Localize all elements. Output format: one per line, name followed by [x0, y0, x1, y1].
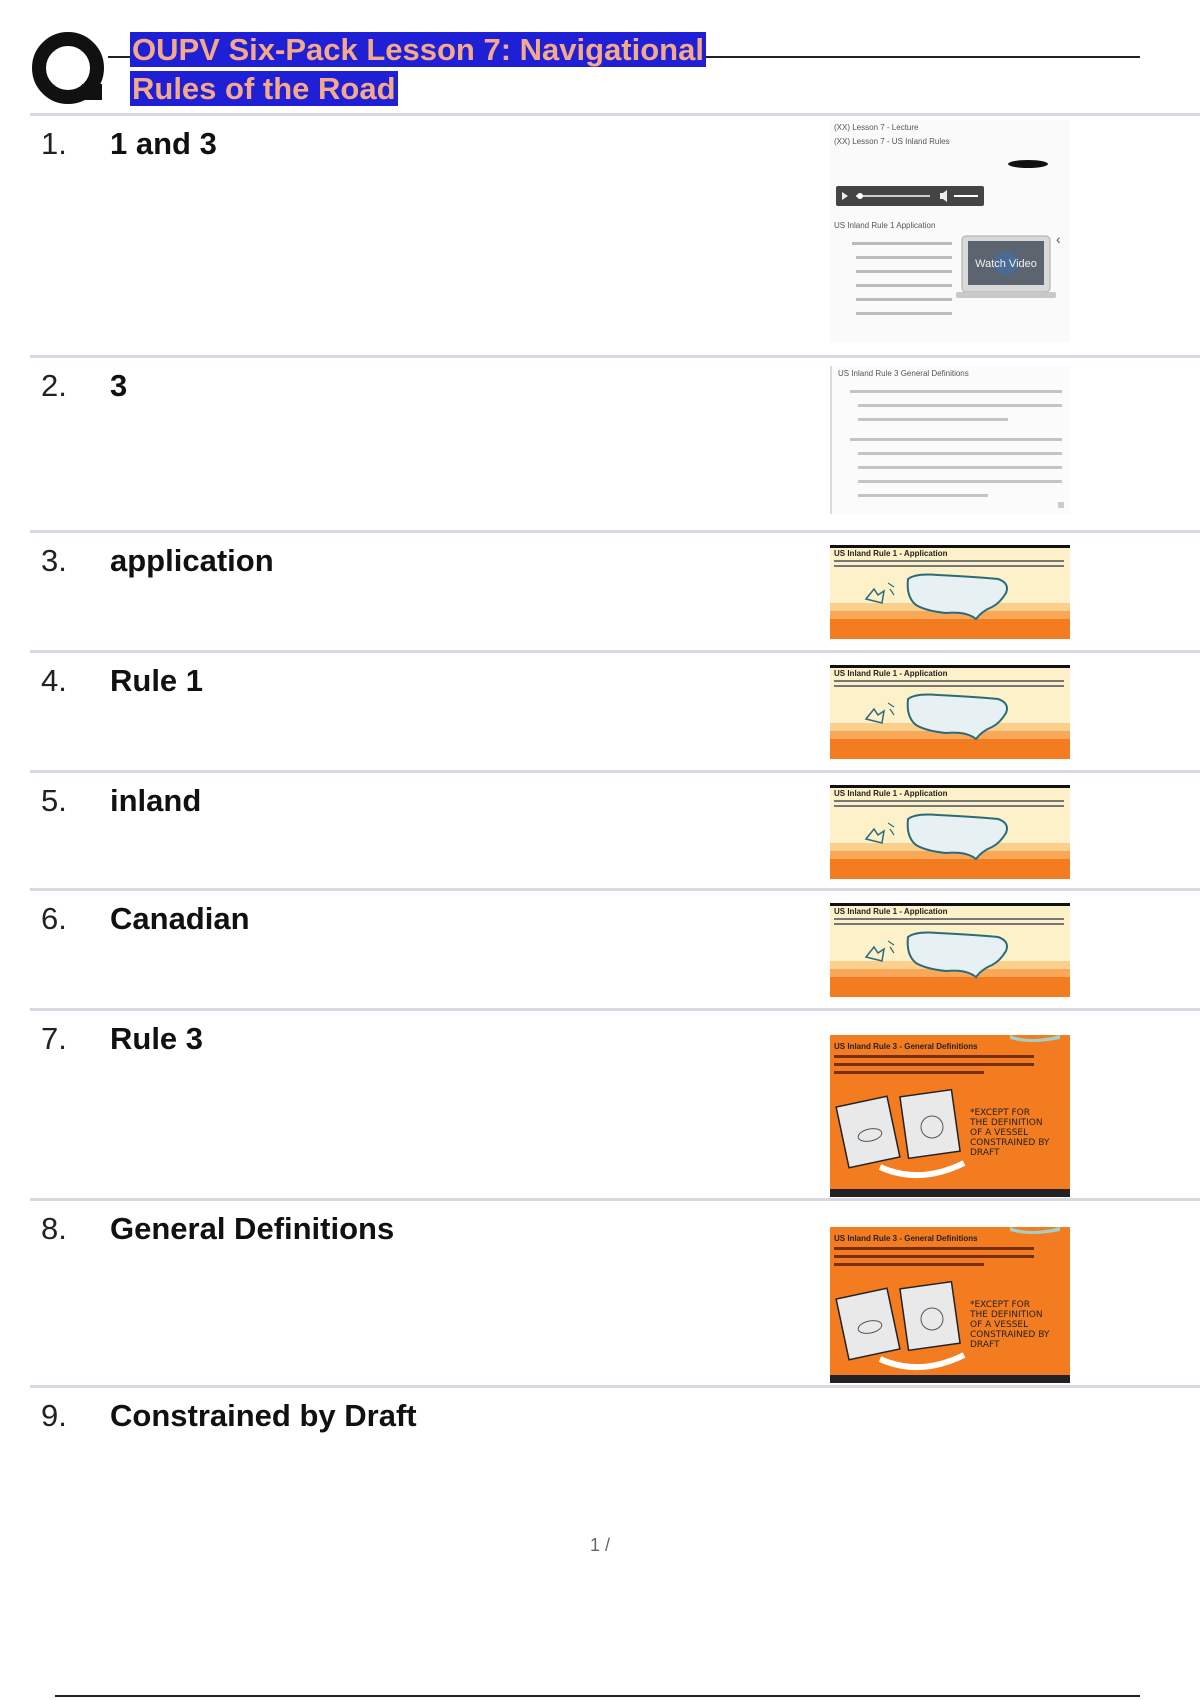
row-number: 1. [41, 126, 67, 161]
lecture-line-1: (XX) Lesson 7 - Lecture [834, 123, 919, 132]
slide-top-bar [830, 785, 1070, 788]
handwritten-note-line: DRAFT [970, 1148, 1000, 1158]
rule1-slide-thumbnail [830, 665, 1070, 759]
slide-title: US Inland Rule 3 - General Definitions [834, 1042, 978, 1051]
slide-band-orange [830, 977, 1070, 997]
section-label: US Inland Rule 1 Application [834, 221, 936, 230]
international-rules-book-icon [900, 1282, 960, 1351]
footer-rule [55, 1695, 1140, 1697]
answer-row-6 [30, 891, 1200, 1011]
row-number: 4. [41, 663, 67, 698]
international-rules-book-icon [900, 1090, 960, 1159]
row-answer: application [110, 543, 274, 578]
answer-row-3 [30, 533, 1200, 653]
handwritten-note-line: THE DEFINITION [970, 1310, 1043, 1320]
row-number: 9. [41, 1398, 67, 1433]
resize-handle[interactable] [1058, 502, 1064, 508]
slide-band-orange [830, 859, 1070, 879]
slide-band-orange [830, 619, 1070, 639]
answer-row-8 [30, 1201, 1200, 1388]
row-answer: Rule 3 [110, 1021, 204, 1056]
row-answer: Rule 1 [110, 663, 204, 698]
slide-top-bar [830, 545, 1070, 548]
slide-title: US Inland Rule 1 - Application [834, 549, 948, 558]
handwritten-note-line: THE DEFINITION [970, 1118, 1043, 1128]
watch-video-label: Watch Video [975, 258, 1037, 270]
row-number: 5. [41, 783, 67, 818]
slide-title: US Inland Rule 1 - Application [834, 789, 948, 798]
rule1-slide-thumbnail [830, 785, 1070, 879]
slide-top-bar [830, 903, 1070, 906]
row-answer: 3 [110, 368, 128, 403]
handwritten-note-line: *EXCEPT FOR [970, 1300, 1030, 1310]
title-line-2: Rules of the Road [132, 71, 396, 106]
slide-top-bar [830, 665, 1070, 668]
slide-title: US Inland Rule 1 - Application [834, 669, 948, 678]
logo-q-icon [30, 30, 110, 110]
slide-title: US Inland Rule 1 - Application [834, 907, 948, 916]
chevron-left-icon[interactable]: ‹ [1056, 231, 1061, 247]
handwritten-note-line: CONSTRAINED BY [970, 1330, 1050, 1340]
answer-row-9 [30, 1388, 1200, 1468]
row-answer: General Definitions [110, 1211, 395, 1246]
header-rule-left [108, 56, 132, 58]
redaction-mark [1008, 160, 1048, 168]
handwritten-note-line: OF A VESSEL [970, 1128, 1029, 1138]
handwritten-note-line: CONSTRAINED BY [970, 1138, 1050, 1148]
page-number: 1 / [590, 1535, 611, 1555]
handwritten-note-line: OF A VESSEL [970, 1320, 1029, 1330]
row-number: 7. [41, 1021, 67, 1056]
row-answer: Constrained by Draft [110, 1398, 417, 1433]
answer-row-4 [30, 653, 1200, 773]
row-number: 2. [41, 368, 67, 403]
slide-bottom-bar [830, 1375, 1070, 1383]
slide-band-orange [830, 739, 1070, 759]
row-number: 3. [41, 543, 67, 578]
definitions-screenshot-thumbnail [830, 366, 1070, 514]
slide-title: US Inland Rule 3 - General Definitions [834, 1234, 978, 1243]
rule1-slide-thumbnail [830, 545, 1070, 639]
document-title [130, 30, 730, 108]
watch-video-laptop[interactable] [956, 236, 1056, 298]
rule1-slide-thumbnail [830, 903, 1070, 997]
row-answer: Canadian [110, 901, 250, 936]
lecture-screenshot-thumbnail [830, 120, 1070, 342]
audio-scrubber[interactable] [857, 193, 863, 199]
handwritten-note-line: DRAFT [970, 1340, 1000, 1350]
row-answer: 1 and 3 [110, 126, 217, 161]
rule3-slide-thumbnail [830, 1227, 1070, 1383]
title-line-1: OUPV Six-Pack Lesson 7: Navigational [132, 32, 704, 67]
definitions-heading: US Inland Rule 3 General Definitions [838, 369, 969, 378]
row-answer: inland [110, 783, 202, 818]
answer-row-7 [30, 1011, 1200, 1201]
rule3-slide-thumbnail [830, 1035, 1070, 1197]
slide-bottom-bar [830, 1189, 1070, 1197]
answer-row-2 [30, 358, 1200, 533]
answer-row-5 [30, 773, 1200, 891]
row-number: 8. [41, 1211, 67, 1246]
row-number: 6. [41, 901, 67, 936]
lecture-line-2: (XX) Lesson 7 - US Inland Rules [834, 137, 950, 146]
handwritten-note-line: *EXCEPT FOR [970, 1108, 1030, 1118]
answer-row-1 [30, 116, 1200, 358]
